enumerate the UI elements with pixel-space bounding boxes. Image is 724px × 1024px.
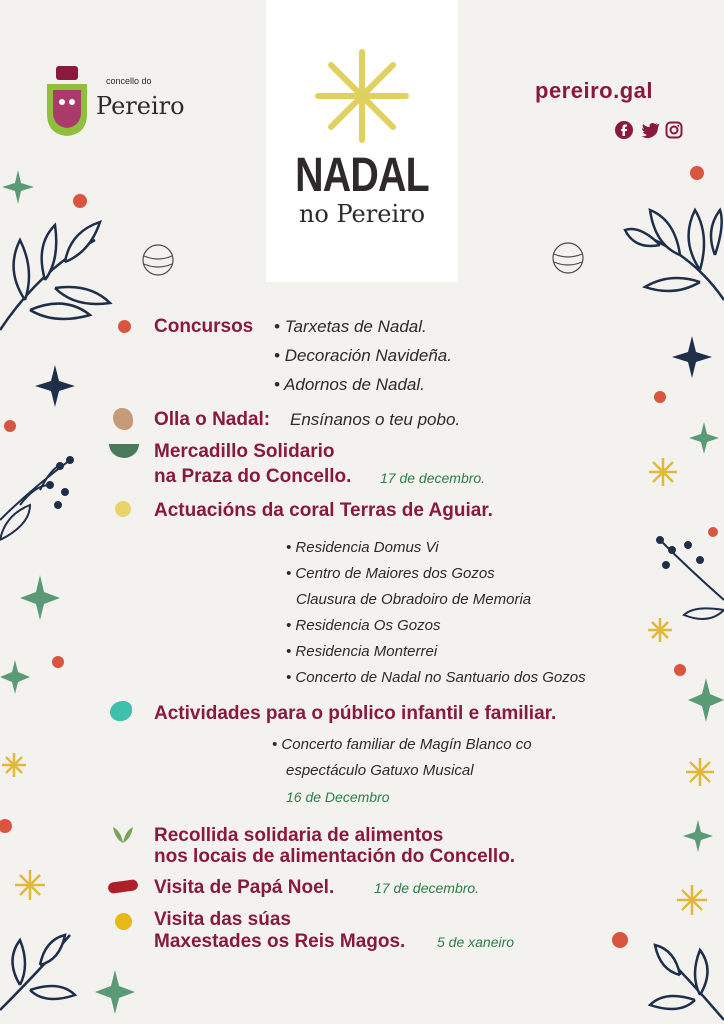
coral-heading: Actuacións da coral Terras de Aguiar.	[154, 500, 493, 521]
papa-heading: Visita de Papá Noel.	[154, 877, 335, 898]
branch-left-top	[0, 222, 110, 330]
olla-heading: Olla o Nadal:	[154, 409, 271, 430]
logo-small-text: concello do	[106, 76, 152, 86]
actividades-line1: • Concerto familiar de Magín Blanco co	[272, 736, 532, 753]
bullet-blob-brown	[113, 408, 133, 430]
branch-left-bottom	[0, 935, 75, 1010]
actividades-heading: Actividades para o público infantil e familiar.	[154, 703, 557, 724]
coral-item: • Residencia Domus Vi	[286, 539, 439, 556]
coral-item: • Centro de Maiores dos Gozos	[286, 565, 495, 582]
bullet-sprout-icon	[111, 823, 135, 845]
concursos-item: • Tarxetas de Nadal.	[274, 317, 427, 336]
poster-card	[266, 0, 458, 282]
coral-item: • Concerto de Nadal no Santuario dos Gozos	[286, 669, 586, 686]
recollida-line2: nos locais de alimentación do Concello.	[154, 846, 516, 867]
berry-branch-left	[0, 457, 73, 540]
olla-text: Ensínanos o teu pobo.	[290, 410, 461, 429]
reis-line2: Maxestades os Reis Magos.	[154, 931, 406, 952]
reis-date: 5 de xaneiro	[437, 934, 515, 950]
actividades-date: 16 de Decembro	[286, 789, 390, 805]
berry-branch-right	[657, 537, 724, 619]
mercadillo-date: 17 de decembro.	[380, 470, 486, 486]
instagram-icon[interactable]	[665, 121, 683, 139]
snowflake-icon	[314, 48, 410, 144]
coral-item: • Residencia Os Gozos	[286, 617, 441, 634]
logo-title: Pereiro	[96, 92, 185, 120]
facebook-icon[interactable]	[615, 121, 633, 139]
concello-logo-icon	[44, 66, 90, 138]
branch-right-top	[625, 210, 724, 300]
concursos-heading: Concursos	[154, 316, 254, 337]
actividades-line2: espectáculo Gatuxo Musical	[286, 762, 474, 779]
concursos-item: • Adornos de Nadal.	[274, 375, 425, 394]
website-link[interactable]: pereiro.gal	[535, 78, 653, 103]
poster-subtitle: no Pereiro	[298, 200, 426, 228]
coral-item: • Residencia Monterrei	[286, 643, 438, 660]
papa-date: 17 de decembro.	[374, 880, 480, 896]
bullet-yellow-dot	[115, 501, 131, 517]
mercadillo-line1: Mercadillo Solidario	[154, 441, 335, 462]
recollida-line1: Recollida solidaria de alimentos	[154, 825, 444, 846]
bullet-gold-dot	[115, 913, 132, 930]
poster-title: NADAL	[295, 149, 429, 202]
bullet-red-dot	[118, 320, 131, 333]
twitter-icon[interactable]	[639, 121, 659, 139]
reis-line1: Visita das súas	[154, 909, 291, 930]
mercadillo-line2: na Praza do Concello.	[154, 466, 352, 487]
branch-right-bottom	[650, 945, 724, 1020]
coral-item: Clausura de Obradoiro de Memoria	[296, 591, 532, 608]
concursos-item: • Decoración Navideña.	[274, 346, 452, 365]
